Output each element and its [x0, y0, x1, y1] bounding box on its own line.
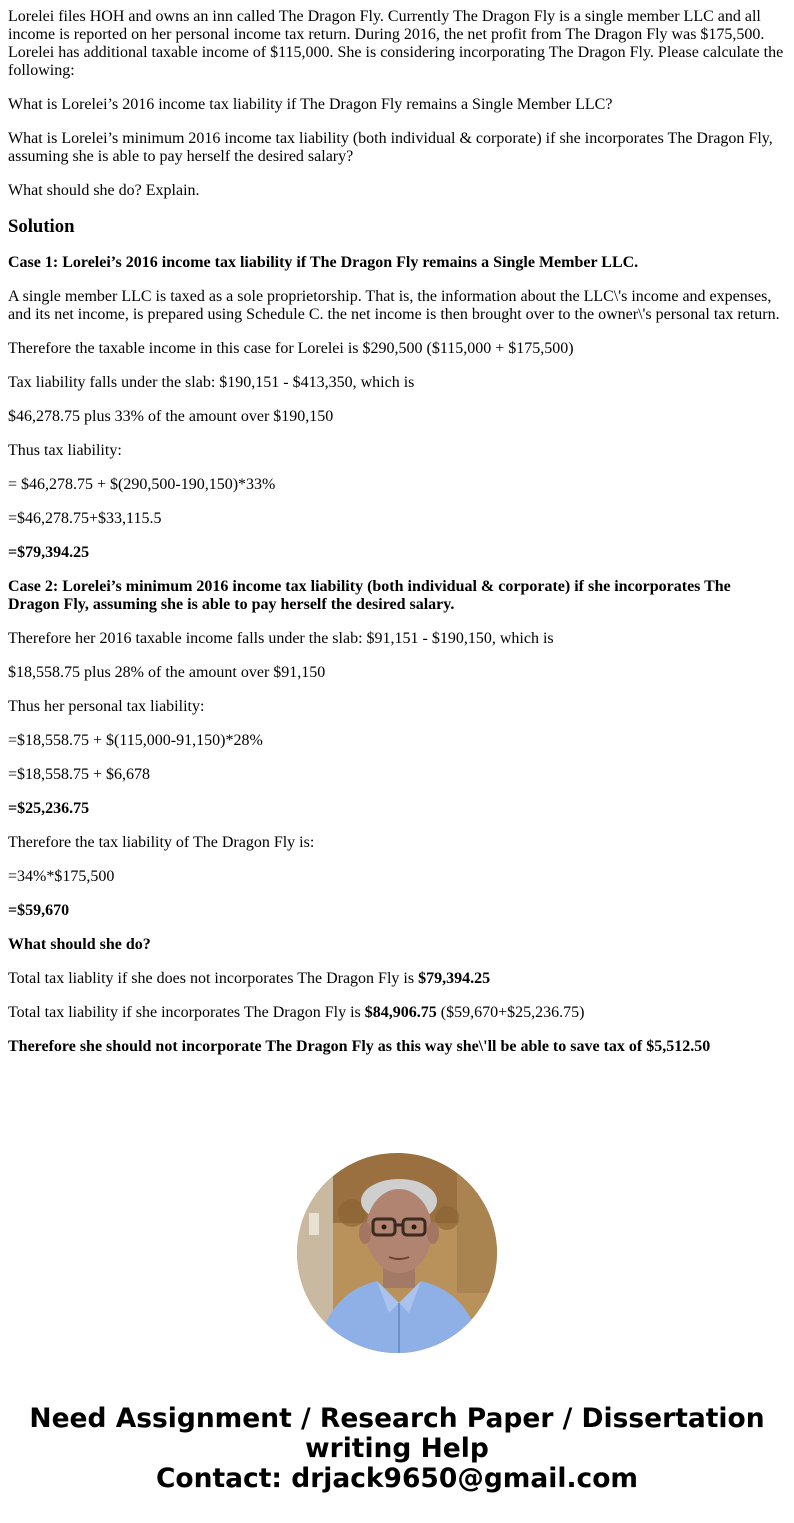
case1-result: =$79,394.25	[8, 544, 90, 561]
avatar	[297, 1153, 497, 1353]
question-3: What should she do? Explain.	[8, 182, 200, 199]
solution-heading: Solution	[8, 216, 75, 237]
decision-incorporate-value: $84,906.75	[364, 1004, 437, 1021]
question-2: What is Lorelei’s minimum 2016 income tax liability (both individual & corporate) if she incorporates The Dragon Fly, assuming she is able to pay herself the desired salary?	[8, 130, 773, 165]
document-body	[8, 8, 786, 1072]
case2-line: =$18,558.75 + $(115,000-91,150)*28%	[8, 732, 263, 749]
decision-incorporate-text: Total tax liability if she incorporates The Dragon Fly is	[8, 1004, 365, 1021]
decision-incorporate	[8, 1004, 786, 1022]
case1-line: Therefore the taxable income in this case for Lorelei is $290,500 ($115,000 + $175,500)	[8, 340, 574, 357]
promo-line-1: Need Assignment / Research Paper / Dissertation	[29, 1403, 765, 1434]
decision-no-incorporate	[8, 970, 786, 988]
promo-contact-line: Contact: drjack9650@gmail.com	[155, 1463, 639, 1494]
decision-heading: What should she do?	[8, 936, 151, 953]
case2-corp-calc: =34%*$175,500	[8, 868, 115, 885]
promo-line-2: writing Help	[305, 1433, 489, 1464]
decision-conclusion: Therefore she should not incorporate The Dragon Fly as this way she\'ll be able to save tax of $5,512.50	[8, 1038, 711, 1055]
case1-line: = $46,278.75 + $(290,500-190,150)*33%	[8, 476, 276, 493]
question-intro: Lorelei files HOH and owns an inn called The Dragon Fly. Currently The Dragon Fly is a single member LLC and all income is reported on her personal income tax return. During 2016, the net profit from The Dragon Fly was $175,500. Lorelei has additional taxable income of $115,000. She is considering incorporating The Dragon Fly. Please calculate the following:	[8, 8, 784, 79]
decision-no-incorporate-value: $79,394.25	[418, 970, 491, 987]
case1-line: $46,278.75 plus 33% of the amount over $190,150	[8, 408, 334, 425]
case2-line: Therefore her 2016 taxable income falls under the slab: $91,151 - $190,150, which is	[8, 630, 554, 647]
case2-corp-intro: Therefore the tax liability of The Dragon Fly is:	[8, 834, 315, 851]
case2-line: =$18,558.75 + $6,678	[8, 766, 151, 783]
case2-line: $18,558.75 plus 28% of the amount over $91,150	[8, 664, 326, 681]
decision-no-incorporate-text: Total tax liablity if she does not incorporates The Dragon Fly is	[8, 970, 419, 987]
case1-line: Tax liability falls under the slab: $190,151 - $413,350, which is	[8, 374, 415, 391]
decision-incorporate-breakdown: ($59,670+$25,236.75)	[436, 1004, 585, 1021]
case2-line: Thus her personal tax liability:	[8, 698, 205, 715]
avatar-portrait-image	[297, 1153, 497, 1353]
case2-heading: Case 2: Lorelei’s minimum 2016 income tax liability (both individual & corporate) if she incorporates The Dragon Fly, assuming she is able to pay herself the desired salary.	[8, 578, 731, 613]
case2-personal-result: =$25,236.75	[8, 800, 90, 817]
question-1: What is Lorelei’s 2016 income tax liability if The Dragon Fly remains a Single Member LLC?	[8, 96, 613, 113]
case1-line: Thus tax liability:	[8, 442, 122, 459]
case1-line: =$46,278.75+$33,115.5	[8, 510, 162, 527]
promo-banner	[0, 1404, 794, 1494]
case1-heading: Case 1: Lorelei’s 2016 income tax liability if The Dragon Fly remains a Single Member LLC.	[8, 254, 639, 271]
case1-line: A single member LLC is taxed as a sole proprietorship. That is, the information about the LLC\'s income and expenses, and its net income, is prepared using Schedule C. the net income is then brought over to the owner\'s personal tax return.	[8, 288, 780, 323]
case2-corp-result: =$59,670	[8, 902, 70, 919]
